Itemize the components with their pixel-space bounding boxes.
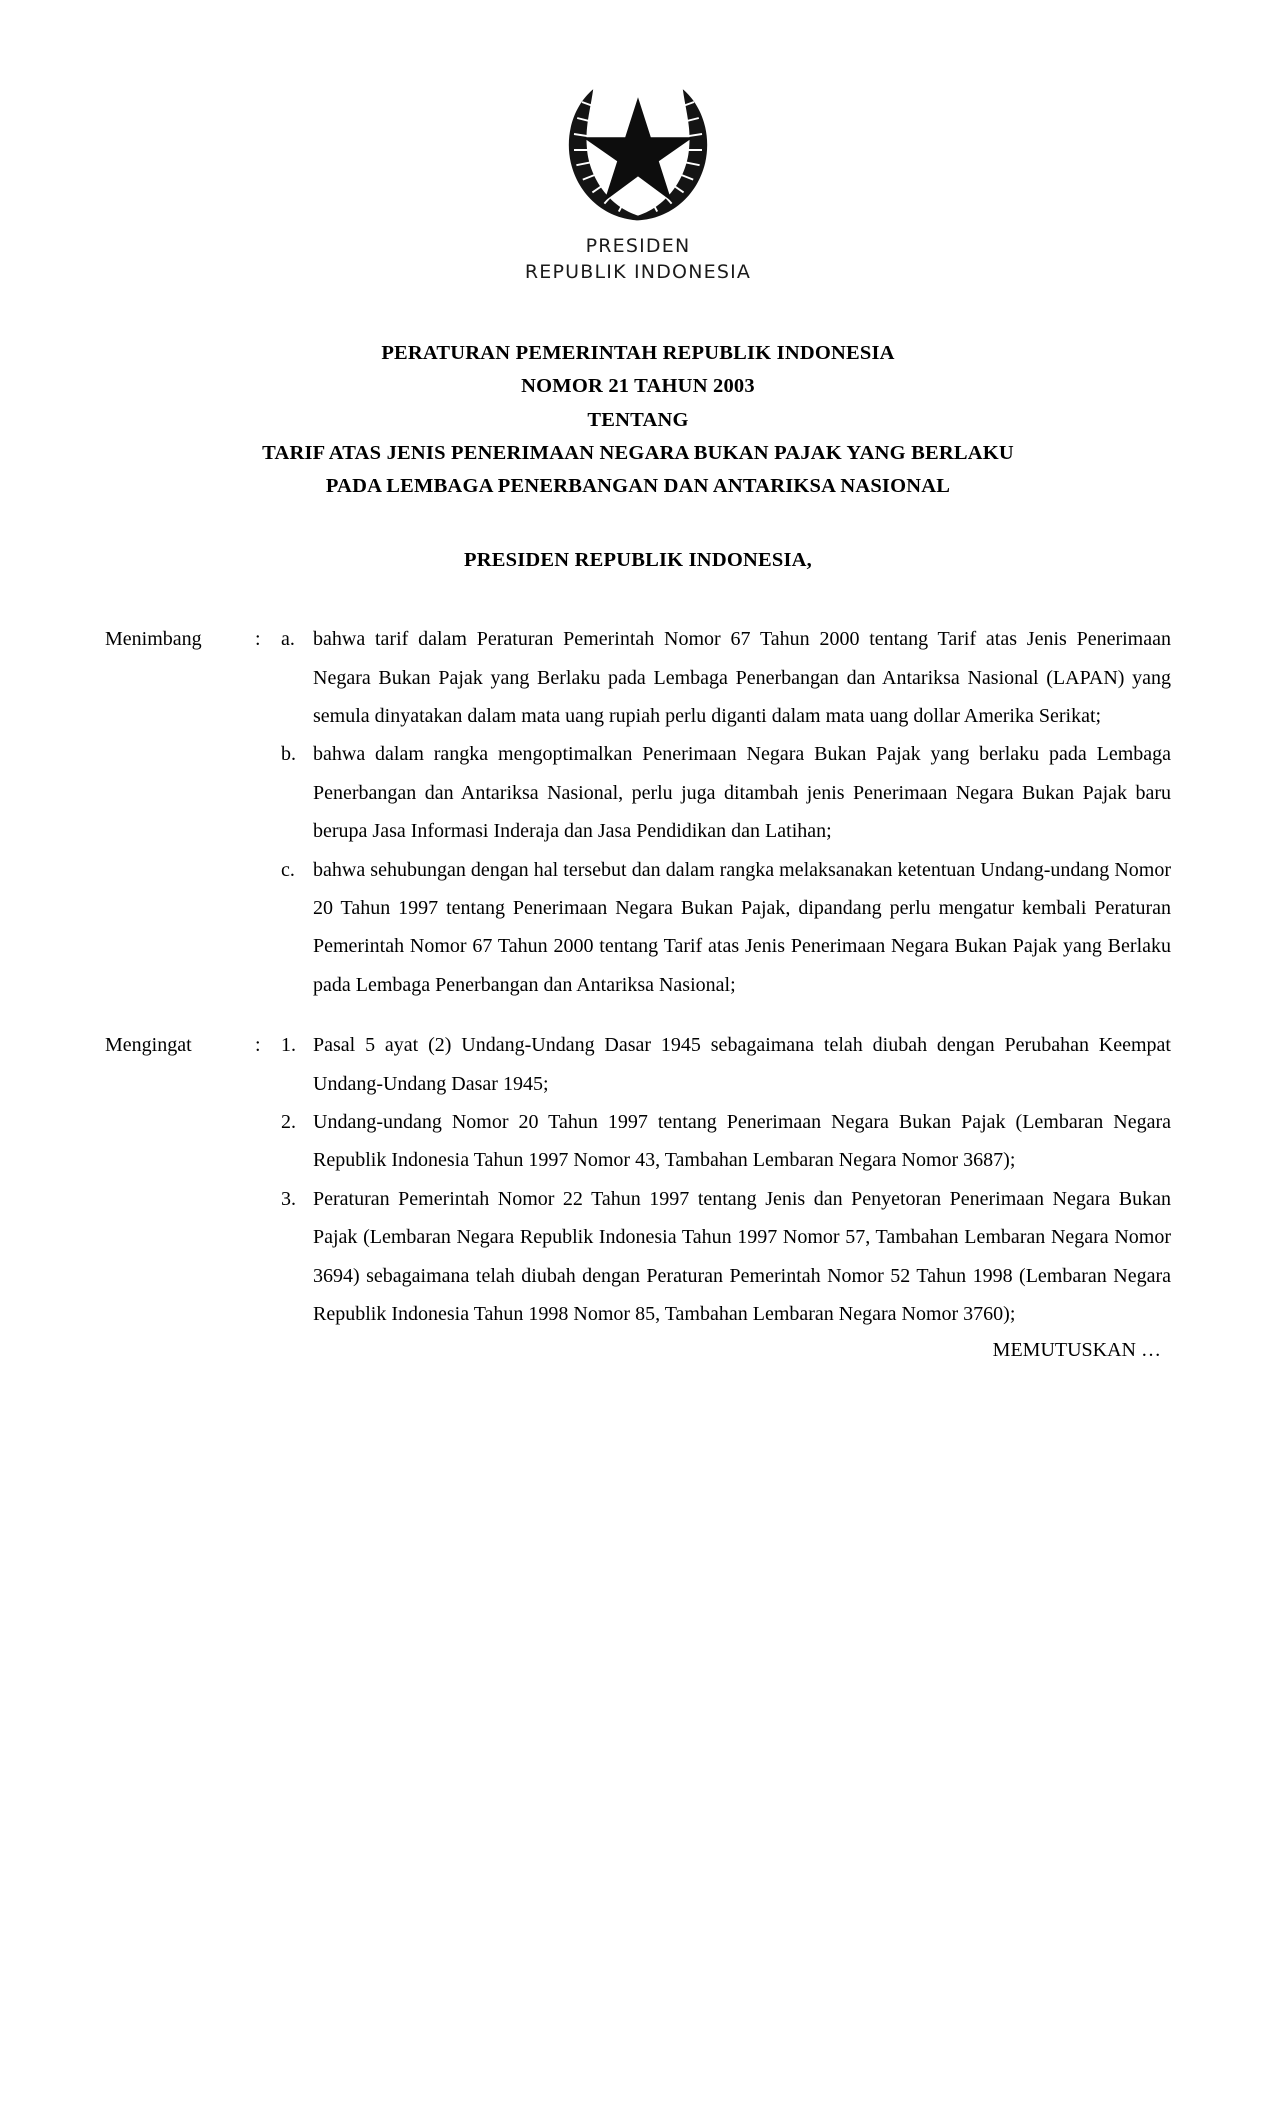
clauses-section: [105, 620, 1171, 1333]
clause-colon-mengingat: :: [255, 1034, 261, 1057]
clause-colon-menimbang: :: [255, 628, 261, 651]
clause-group-menimbang: [105, 620, 1171, 1004]
title-line-3: TENTANG: [587, 408, 689, 431]
list-item: [281, 1103, 1171, 1180]
list-item-text: bahwa dalam rangka mengoptimalkan Penerimaan Negara Bukan Pajak yang berlaku pada Lembaga Penerbangan dan Antariksa Nasional, perlu juga ditambah jenis Penerimaan Negara Bukan Pajak baru berupa Jasa Informasi Inderaja dan Jasa Pendidikan dan Latihan;: [313, 743, 1171, 843]
list-item-marker: b.: [281, 743, 296, 766]
list-item-text: bahwa tarif dalam Peraturan Pemerintah Nomor 67 Tahun 2000 tentang Tarif atas Jenis Penerimaan Negara Bukan Pajak yang Berlaku pada Lembaga Penerbangan dan Antariksa Nasional (LAPAN) yang semula dinyatakan dalam mata uang rupiah perlu diganti dalam mata uang dollar Amerika Serikat;: [313, 628, 1171, 728]
title-line-1: PERATURAN PEMERINTAH REPUBLIK INDONESIA: [381, 342, 895, 365]
list-item-marker: 2.: [281, 1110, 296, 1133]
garuda-star-wreath-emblem-icon: [558, 70, 718, 230]
emblem-caption-line-1: PRESIDEN: [585, 235, 691, 257]
list-item-text: Pasal 5 ayat (2) Undang-Undang Dasar 1945 sebagaimana telah diubah dengan Perubahan Keempat Undang-Undang Dasar 1945;: [313, 1034, 1171, 1095]
list-item-marker: a.: [281, 628, 295, 651]
list-item-marker: 3.: [281, 1187, 296, 1210]
list-item-marker: 1.: [281, 1034, 296, 1057]
emblem-caption-line-2: REPUBLIK INDONESIA: [524, 260, 752, 283]
clause-label-mengingat: Mengingat: [105, 1034, 192, 1057]
clause-label-menimbang: Menimbang: [105, 628, 202, 651]
list-item-text: Undang-undang Nomor 20 Tahun 1997 tentang Penerimaan Negara Bukan Pajak (Lembaran Negara Republik Indonesia Tahun 1997 Nomor 43, Tambahan Lembaran Negara Nomor 3687);: [313, 1110, 1171, 1172]
clause-items-menimbang: [281, 620, 1171, 1004]
list-item: [281, 851, 1171, 1005]
list-item-marker: c.: [281, 858, 295, 881]
emblem-block: [105, 70, 1171, 285]
document-title: [105, 337, 1171, 503]
title-line-5: PADA LEMBAGA PENERBANGAN DAN ANTARIKSA NASIONAL: [325, 475, 951, 498]
list-item-text: bahwa sehubungan dengan hal tersebut dan dalam rangka melaksanakan ketentuan Undang-undang Nomor 20 Tahun 1997 tentang Penerimaan Negara Bukan Pajak, dipandang perlu mengatur kembali Peraturan Pemerintah Nomor 67 Tahun 2000 tentang Tarif atas Jenis Penerimaan Negara Bukan Pajak yang Berlaku pada Lembaga Penerbangan dan Antariksa Nasional;: [313, 858, 1171, 996]
list-item: [281, 1180, 1171, 1334]
continuation-note: MEMUTUSKAN …: [992, 1339, 1161, 1362]
list-item: [281, 1026, 1171, 1103]
opening-heading: PRESIDEN REPUBLIK INDONESIA,: [464, 549, 812, 572]
clause-group-mengingat: [105, 1026, 1171, 1333]
list-item: [281, 735, 1171, 850]
emblem-caption: [105, 234, 1171, 285]
list-item-text: Peraturan Pemerintah Nomor 22 Tahun 1997 tentang Jenis dan Penyetoran Penerimaan Negara Bukan Pajak (Lembaran Negara Republik Indonesia Tahun 1997 Nomor 57, Tambahan Lembaran Negara Nomor 3694) sebagaimana telah diubah dengan Peraturan Pemerintah Nomor 52 Tahun 1998 (Lembaran Negara Republik Indonesia Tahun 1998 Nomor 85, Tambahan Lembaran Negara Nomor 3760);: [313, 1187, 1171, 1325]
list-item: [281, 620, 1171, 735]
title-line-2: NOMOR 21 TAHUN 2003: [521, 375, 755, 398]
title-line-4: TARIF ATAS JENIS PENERIMAAN NEGARA BUKAN PAJAK YANG BERLAKU: [262, 441, 1014, 464]
clause-items-mengingat: [281, 1026, 1171, 1333]
